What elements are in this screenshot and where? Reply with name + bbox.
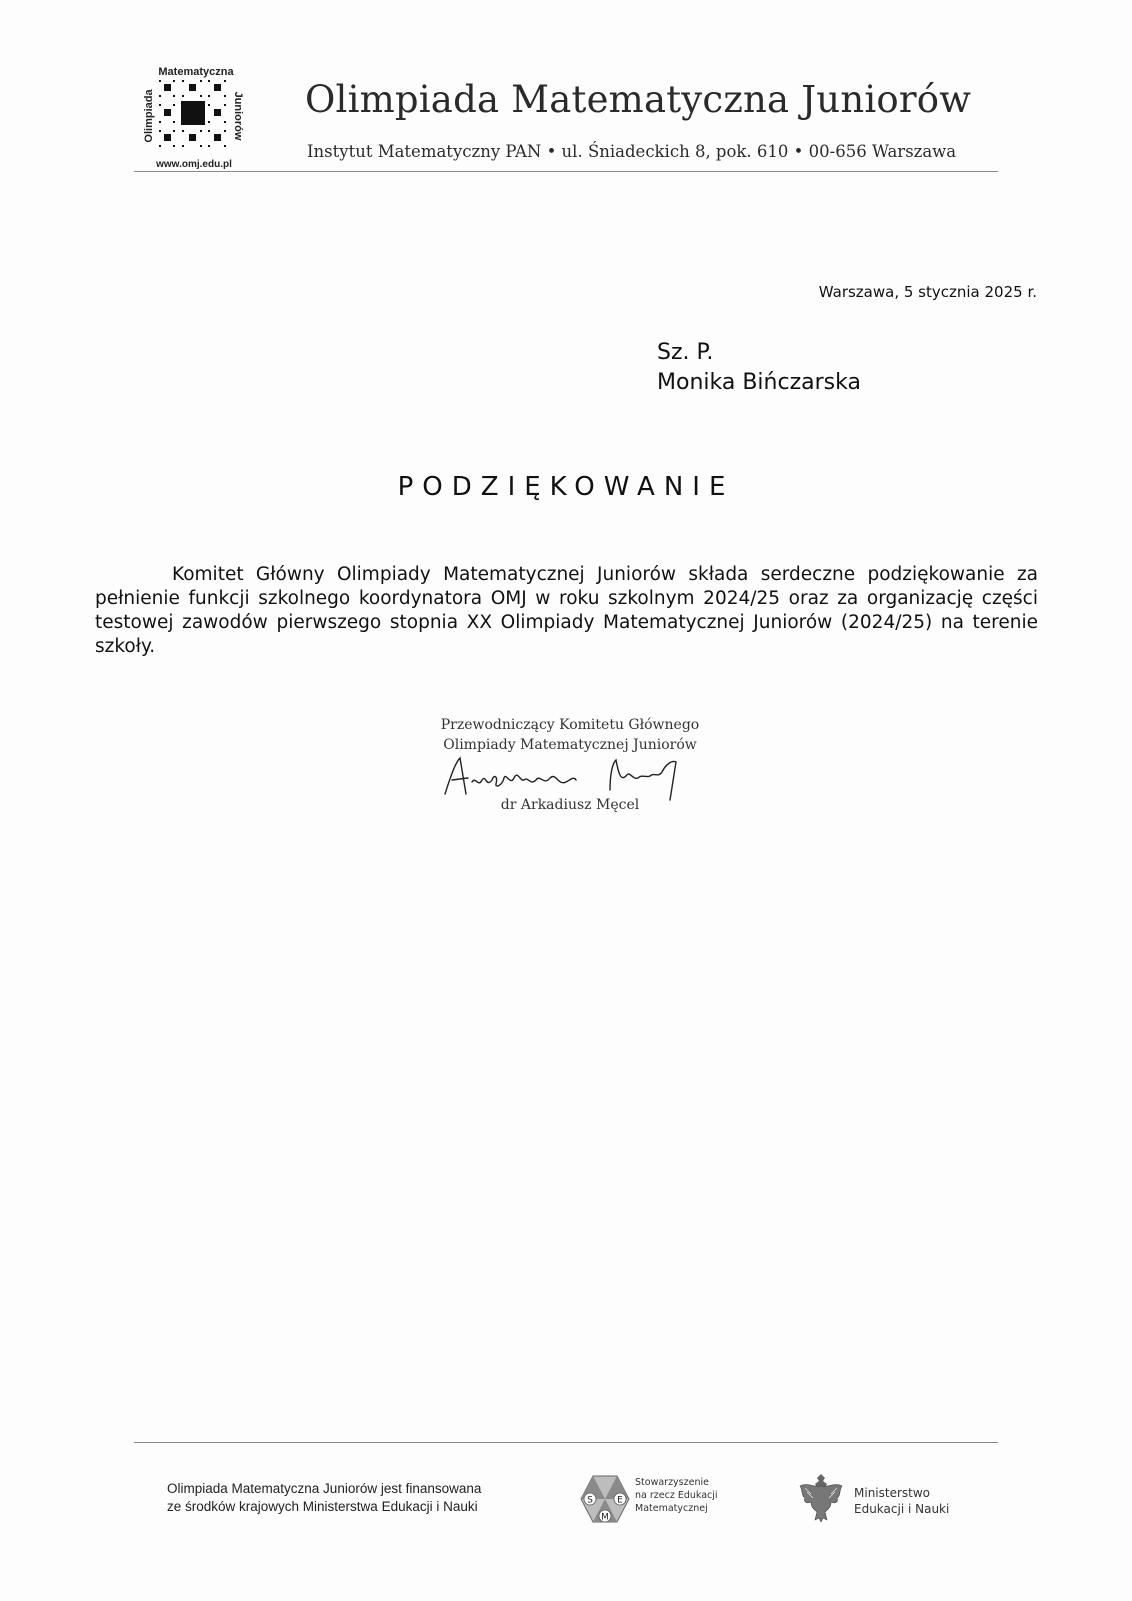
sem-line2: na rzecz Edukacji bbox=[635, 1490, 718, 1501]
signature-role bbox=[420, 715, 720, 755]
sem-name bbox=[635, 1476, 718, 1515]
logo-top-text: Matematyczna bbox=[158, 66, 234, 78]
funding-line1: Olimpiada Matematyczna Juniorów jest finansowana bbox=[167, 1481, 482, 1496]
signature-role-line2: Olimpiady Matematycznej Juniorów bbox=[443, 737, 697, 753]
signature-role-line1: Przewodniczący Komitetu Głównego bbox=[440, 717, 700, 733]
recipient-salutation: Sz. P. bbox=[657, 340, 714, 365]
funding-note bbox=[167, 1480, 481, 1516]
signature-name: dr Arkadiusz Męcel bbox=[500, 797, 640, 813]
funding-line2: ze środków krajowych Ministerstwa Edukacji i Nauki bbox=[167, 1499, 478, 1514]
letter-body-paragraph: Komitet Główny Olimpiady Matematycznej Juniorów składa serdeczne podziękowanie za pełnienie funkcji szkolnego koordynatora OMJ w roku szkolnym 2024/25 oraz za organizację części testowej zawodów pierwszego stopnia XX Olimpiady Matematycznej Juniorów (2024/25) na terenie szkoły. bbox=[95, 564, 1038, 657]
header-address: Instytut Matematyczny PAN • ul. Śniadeckich 8, pok. 610 • 00-656 Warszawa bbox=[307, 142, 957, 161]
recipient-block bbox=[657, 338, 861, 398]
ministry-line2: Edukacji i Nauki bbox=[854, 1502, 950, 1516]
sierpinski-carpet-icon bbox=[159, 80, 226, 147]
footer-divider bbox=[134, 1442, 998, 1443]
sem-logo-icon bbox=[579, 1474, 631, 1524]
letter-body bbox=[95, 563, 1038, 659]
ministry-line1: Ministerstwo bbox=[854, 1486, 931, 1500]
sem-letter-s: S bbox=[587, 1495, 593, 1506]
logo-right-text: Juniorów bbox=[232, 91, 244, 141]
omj-logo bbox=[142, 64, 248, 170]
polish-eagle-icon bbox=[797, 1472, 845, 1524]
header-title: Olimpiada Matematyczna Juniorów bbox=[305, 78, 972, 121]
letter-heading: PODZIĘKOWANIE bbox=[397, 472, 735, 502]
sem-letter-e: E bbox=[617, 1495, 623, 1506]
ministry-name bbox=[854, 1485, 949, 1517]
handwritten-signature bbox=[440, 752, 690, 802]
logo-left-text: Olimpiada bbox=[143, 89, 155, 143]
letter-date: Warszawa, 5 stycznia 2025 r. bbox=[818, 283, 1037, 301]
logo-bottom-text: www.omj.edu.pl bbox=[156, 159, 232, 170]
sem-line3: Matematycznej bbox=[635, 1503, 708, 1514]
sem-letter-m: M bbox=[601, 1512, 609, 1523]
recipient-name: Monika Bińczarska bbox=[657, 370, 861, 395]
header-divider bbox=[134, 171, 998, 172]
sem-line1: Stowarzyszenie bbox=[635, 1477, 709, 1488]
